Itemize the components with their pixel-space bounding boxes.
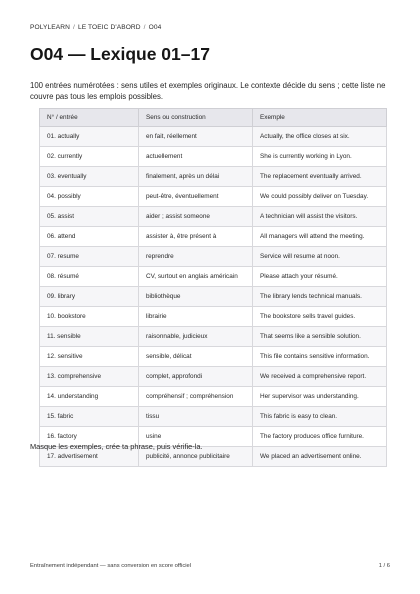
table-row bbox=[40, 167, 387, 187]
breadcrumb-separator: / bbox=[73, 24, 75, 31]
table-row bbox=[40, 387, 387, 407]
entry-cell: 03. eventually bbox=[40, 167, 139, 187]
meaning-cell: en fait, réellement bbox=[139, 127, 253, 147]
entry-cell: 16. factory bbox=[40, 427, 139, 447]
example-cell: That seems like a sensible solution. bbox=[253, 327, 387, 347]
example-cell: The bookstore sells travel guides. bbox=[253, 307, 387, 327]
entry-cell: 12. sensitive bbox=[40, 347, 139, 367]
example-cell: All managers will attend the meeting. bbox=[253, 227, 387, 247]
entry-cell: 11. sensible bbox=[40, 327, 139, 347]
entry-cell: 02. currently bbox=[40, 147, 139, 167]
meaning-cell: CV, surtout en anglais américain bbox=[139, 267, 253, 287]
instruction-text: Masque les exemples, crée ta phrase, puis vérifie-la. bbox=[30, 442, 203, 451]
example-cell: We could possibly deliver on Tuesday. bbox=[253, 187, 387, 207]
entry-cell: 08. résumé bbox=[40, 267, 139, 287]
meaning-cell: sensible, délicat bbox=[139, 347, 253, 367]
table-row bbox=[40, 147, 387, 167]
meaning-cell: assister à, être présent à bbox=[139, 227, 253, 247]
entry-cell: 09. library bbox=[40, 287, 139, 307]
table-row bbox=[40, 187, 387, 207]
entry-cell: 04. possibly bbox=[40, 187, 139, 207]
footer-note: Entraînement indépendant — sans conversion en score officiel bbox=[30, 563, 192, 569]
meaning-cell: raisonnable, judicieux bbox=[139, 327, 253, 347]
entry-cell: 05. assist bbox=[40, 207, 139, 227]
meaning-cell: publicité, annonce publicitaire bbox=[139, 447, 253, 467]
example-cell: This fabric is easy to clean. bbox=[253, 407, 387, 427]
meaning-cell: complet, approfondi bbox=[139, 367, 253, 387]
entry-cell: 14. understanding bbox=[40, 387, 139, 407]
table-row bbox=[40, 287, 387, 307]
table-header-row bbox=[40, 109, 387, 127]
example-cell: She is currently working in Lyon. bbox=[253, 147, 387, 167]
example-cell: We received a comprehensive report. bbox=[253, 367, 387, 387]
meaning-cell: finalement, après un délai bbox=[139, 167, 253, 187]
meaning-cell: peut-être, éventuellement bbox=[139, 187, 253, 207]
entry-cell: 01. actually bbox=[40, 127, 139, 147]
example-cell: We placed an advertisement online. bbox=[253, 447, 387, 467]
entry-cell: 13. comprehensive bbox=[40, 367, 139, 387]
table-row bbox=[40, 267, 387, 287]
table-row bbox=[40, 227, 387, 247]
breadcrumb-item: O04 bbox=[148, 24, 162, 31]
page-number: 1 / 6 bbox=[378, 563, 390, 569]
meaning-cell: usine bbox=[139, 427, 253, 447]
meaning-cell: actuellement bbox=[139, 147, 253, 167]
column-header-entry: N° / entrée bbox=[40, 109, 139, 127]
table-row bbox=[40, 307, 387, 327]
meaning-cell: tissu bbox=[139, 407, 253, 427]
table-row bbox=[40, 407, 387, 427]
breadcrumb-item: LE TOEIC D'ABORD bbox=[77, 24, 141, 31]
table-row bbox=[40, 367, 387, 387]
example-cell: This file contains sensitive information. bbox=[253, 347, 387, 367]
example-cell: Service will resume at noon. bbox=[253, 247, 387, 267]
entry-cell: 07. resume bbox=[40, 247, 139, 267]
meaning-cell: aider ; assist someone bbox=[139, 207, 253, 227]
table-row bbox=[40, 127, 387, 147]
example-cell: Actually, the office closes at six. bbox=[253, 127, 387, 147]
example-cell: Please attach your résumé. bbox=[253, 267, 387, 287]
example-cell: A technician will assist the visitors. bbox=[253, 207, 387, 227]
entry-cell: 17. advertisement bbox=[40, 447, 139, 467]
entry-cell: 06. attend bbox=[40, 227, 139, 247]
breadcrumb-separator: / bbox=[143, 24, 146, 31]
table-row bbox=[40, 207, 387, 227]
table-row bbox=[40, 247, 387, 267]
column-header-example: Exemple bbox=[253, 109, 387, 127]
column-header-meaning: Sens ou construction bbox=[139, 109, 253, 127]
breadcrumb-item: POLYLEARN bbox=[30, 24, 70, 31]
meaning-cell: librairie bbox=[139, 307, 253, 327]
table-row bbox=[40, 327, 387, 347]
intro-text: 100 entrées numérotées : sens utiles et exemples originaux. Le contexte décide du sens ; cette liste ne couvre pas tous les emplois possibles. bbox=[30, 81, 386, 101]
example-cell: The library lends technical manuals. bbox=[253, 287, 387, 307]
example-cell: The factory produces office furniture. bbox=[253, 427, 387, 447]
page-title: O04 — Lexique 01–17 bbox=[30, 44, 210, 64]
table-row bbox=[40, 347, 387, 367]
example-cell: Her supervisor was understanding. bbox=[253, 387, 387, 407]
meaning-cell: bibliothèque bbox=[139, 287, 253, 307]
meaning-cell: compréhensif ; compréhension bbox=[139, 387, 253, 407]
meaning-cell: reprendre bbox=[139, 247, 253, 267]
lexicon-table bbox=[39, 108, 387, 467]
example-cell: The replacement eventually arrived. bbox=[253, 167, 387, 187]
entry-cell: 10. bookstore bbox=[40, 307, 139, 327]
breadcrumb bbox=[30, 24, 161, 31]
entry-cell: 15. fabric bbox=[40, 407, 139, 427]
